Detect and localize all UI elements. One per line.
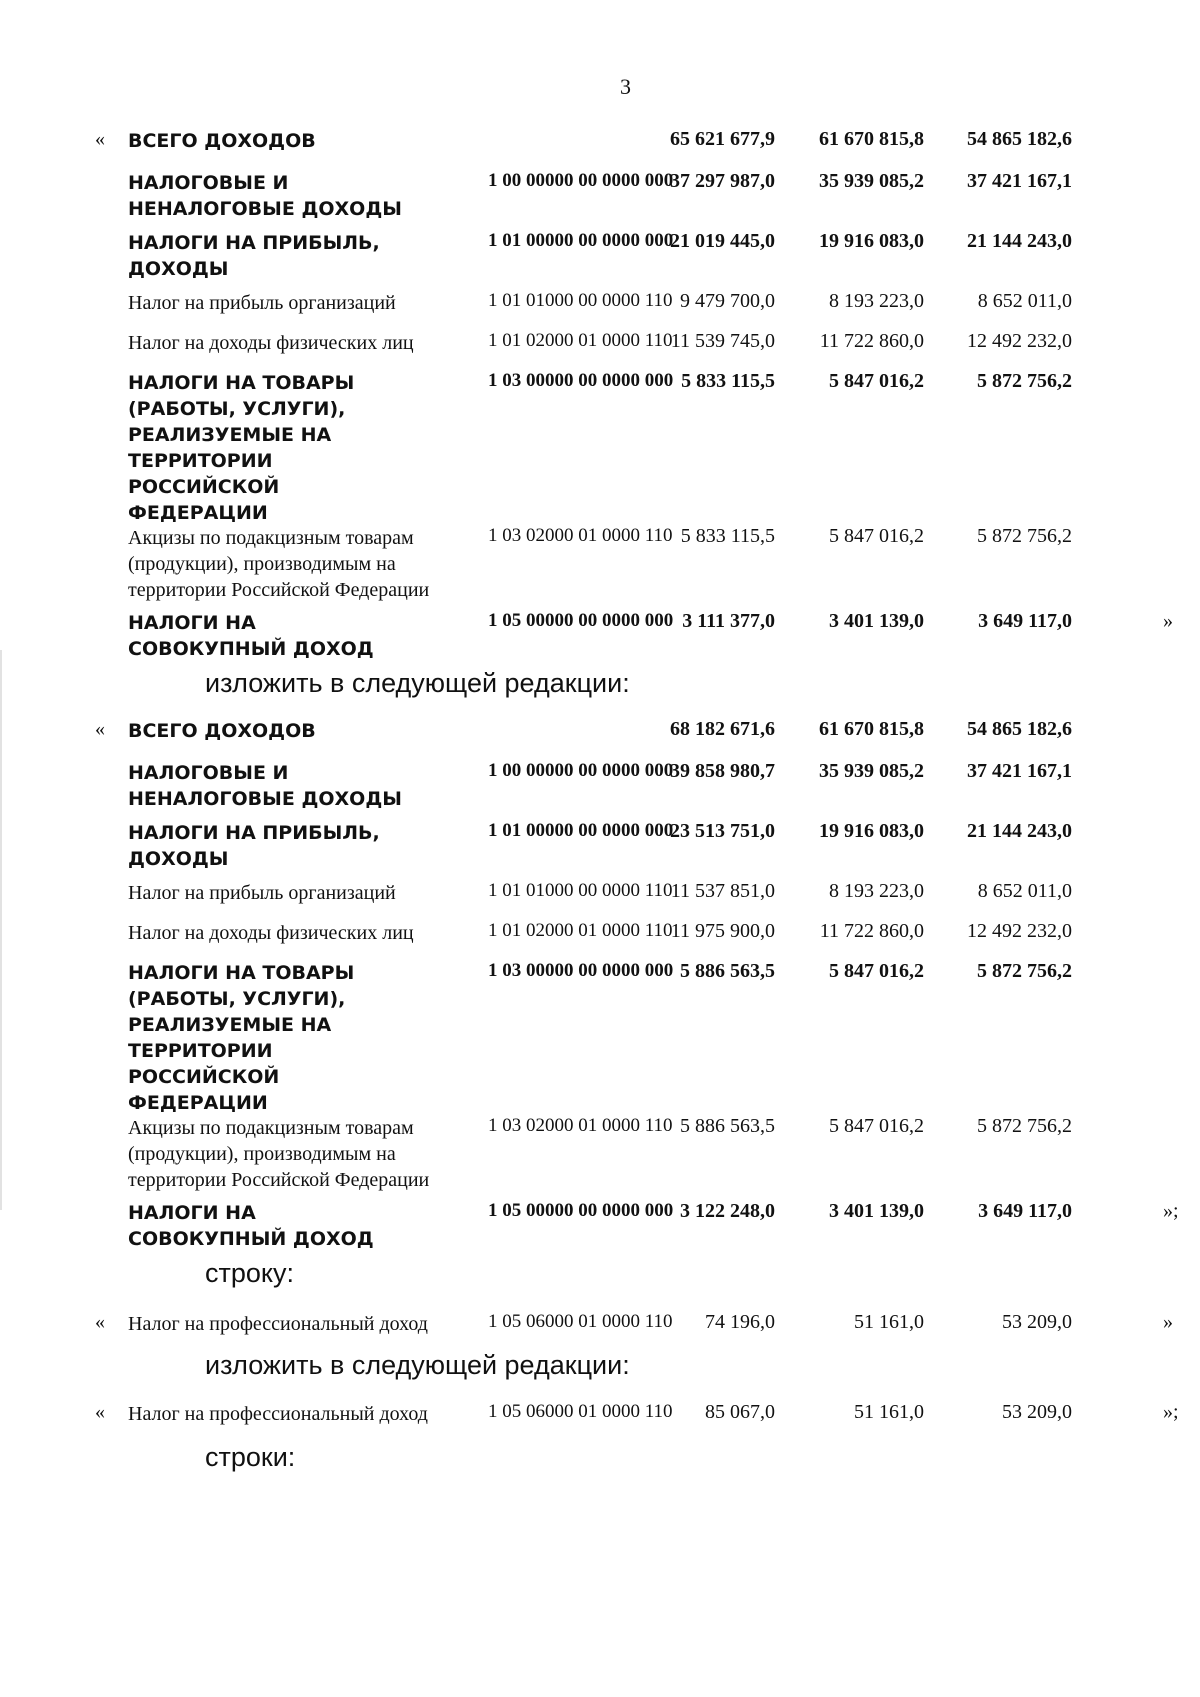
value-2: 5 847 016,2: [829, 960, 924, 982]
value-2: 5 847 016,2: [829, 525, 924, 547]
close-quote: »;: [1163, 1401, 1179, 1423]
value-3: 5 872 756,2: [977, 370, 1072, 392]
value-2: 19 916 083,0: [819, 820, 924, 842]
value-1: 3 111 377,0: [682, 610, 775, 632]
row-name: НАЛОГИ НА СОВОКУПНЫЙ ДОХОД: [128, 1202, 374, 1250]
value-3: 5 872 756,2: [977, 960, 1072, 982]
value-1: 5 886 563,5: [680, 1115, 775, 1137]
value-3: 8 652 011,0: [977, 880, 1072, 902]
value-3: 12 492 232,0: [967, 330, 1072, 352]
row-code: 1 05 06000 01 0000 110: [488, 1401, 673, 1422]
row-code: 1 05 00000 00 0000 000: [488, 1200, 674, 1221]
value-2: 51 161,0: [854, 1401, 924, 1423]
value-2: 35 939 085,2: [819, 170, 924, 192]
value-2: 8 193 223,0: [829, 290, 924, 312]
value-2: 61 670 815,8: [819, 718, 924, 740]
row-name: Акцизы по подакцизным товарам (продукции), производимым на территории Российской Федерации: [128, 1117, 430, 1191]
instruction-text: строки:: [205, 1442, 296, 1472]
value-3: 37 421 167,1: [967, 170, 1072, 192]
value-3: 21 144 243,0: [967, 230, 1072, 252]
row-name: НАЛОГОВЫЕ И НЕНАЛОГОВЫЕ ДОХОДЫ: [128, 172, 402, 220]
row-code: 1 01 02000 01 0000 110: [488, 920, 673, 941]
row-code: 1 03 02000 01 0000 110: [488, 525, 673, 546]
value-2: 5 847 016,2: [829, 370, 924, 392]
row-name: Налог на профессиональный доход: [128, 1403, 428, 1425]
row-code: 1 03 00000 00 0000 000: [488, 370, 674, 391]
row-code: 1 03 02000 01 0000 110: [488, 1115, 673, 1136]
value-1: 3 122 248,0: [680, 1200, 775, 1222]
row-name: НАЛОГИ НА СОВОКУПНЫЙ ДОХОД: [128, 612, 374, 660]
value-3: 54 865 182,6: [967, 718, 1072, 740]
value-2: 3 401 139,0: [829, 1200, 924, 1222]
value-1: 5 886 563,5: [680, 960, 775, 982]
value-1: 23 513 751,0: [670, 820, 775, 842]
value-3: 37 421 167,1: [967, 760, 1072, 782]
row-code: 1 01 00000 00 0000 000: [488, 230, 674, 251]
page-number: 3: [620, 74, 631, 99]
value-1: 21 019 445,0: [670, 230, 775, 252]
value-1: 85 067,0: [705, 1401, 775, 1423]
value-1: 68 182 671,6: [670, 718, 775, 740]
value-1: 65 621 677,9: [670, 128, 775, 150]
value-1: 5 833 115,5: [681, 370, 775, 392]
value-2: 35 939 085,2: [819, 760, 924, 782]
value-1: 5 833 115,5: [680, 525, 775, 547]
row-name: ВСЕГО ДОХОДОВ: [128, 130, 316, 152]
row-code: 1 01 00000 00 0000 000: [488, 820, 674, 841]
instruction-text: строку:: [205, 1258, 295, 1288]
close-quote: »: [1163, 610, 1173, 632]
value-1: 11 539 745,0: [670, 330, 775, 352]
row-name: Налог на прибыль организаций: [128, 882, 396, 904]
value-3: 12 492 232,0: [967, 920, 1072, 942]
row-name: НАЛОГИ НА ПРИБЫЛЬ, ДОХОДЫ: [128, 822, 380, 870]
instruction-text: изложить в следующей редакции:: [205, 668, 630, 698]
row-name: Налог на доходы физических лиц: [128, 922, 414, 944]
value-1: 39 858 980,7: [670, 760, 775, 782]
row-code: 1 01 01000 00 0000 110: [488, 880, 673, 901]
value-1: 11 975 900,0: [670, 920, 775, 942]
open-quote: «: [95, 1311, 105, 1333]
open-quote: «: [95, 128, 105, 150]
value-1: 9 479 700,0: [680, 290, 775, 312]
row-name: Налог на доходы физических лиц: [128, 332, 414, 354]
value-2: 19 916 083,0: [819, 230, 924, 252]
value-1: 74 196,0: [705, 1311, 775, 1333]
row-code: 1 00 00000 00 0000 000: [488, 170, 674, 191]
row-code: 1 05 00000 00 0000 000: [488, 610, 674, 631]
value-3: 3 649 117,0: [978, 610, 1072, 632]
row-name: НАЛОГОВЫЕ И НЕНАЛОГОВЫЕ ДОХОДЫ: [128, 762, 402, 810]
row-name: НАЛОГИ НА ТОВАРЫ (РАБОТЫ, УСЛУГИ), РЕАЛИЗУЕМЫЕ НА ТЕРРИТОРИИ РОССИЙСКОЙ ФЕДЕРАЦИИ: [128, 962, 355, 1114]
value-3: 8 652 011,0: [977, 290, 1072, 312]
value-2: 51 161,0: [854, 1311, 924, 1333]
row-code: 1 05 06000 01 0000 110: [488, 1311, 673, 1332]
value-3: 53 209,0: [1002, 1311, 1072, 1333]
scan-edge-mark: [0, 650, 2, 1210]
close-quote: »: [1163, 1311, 1173, 1333]
row-code: 1 00 00000 00 0000 000: [488, 760, 674, 781]
row-name: Налог на профессиональный доход: [128, 1313, 428, 1335]
value-3: 3 649 117,0: [978, 1200, 1072, 1222]
value-3: 5 872 756,2: [977, 525, 1072, 547]
open-quote: «: [95, 1401, 105, 1423]
value-2: 11 722 860,0: [819, 330, 924, 352]
row-code: 1 01 02000 01 0000 110: [488, 330, 673, 351]
value-3: 53 209,0: [1002, 1401, 1072, 1423]
row-name: Налог на прибыль организаций: [128, 292, 396, 314]
value-2: 61 670 815,8: [819, 128, 924, 150]
row-code: 1 03 00000 00 0000 000: [488, 960, 674, 981]
value-2: 5 847 016,2: [829, 1115, 924, 1137]
row-name: НАЛОГИ НА ПРИБЫЛЬ, ДОХОДЫ: [128, 232, 380, 280]
value-3: 5 872 756,2: [977, 1115, 1072, 1137]
instruction-text: изложить в следующей редакции:: [205, 1350, 630, 1380]
value-2: 11 722 860,0: [819, 920, 924, 942]
value-2: 3 401 139,0: [829, 610, 924, 632]
value-1: 11 537 851,0: [670, 880, 775, 902]
close-quote: »;: [1163, 1200, 1179, 1222]
row-name: Акцизы по подакцизным товарам (продукции), производимым на территории Российской Федерации: [128, 527, 430, 601]
value-3: 54 865 182,6: [967, 128, 1072, 150]
value-3: 21 144 243,0: [967, 820, 1072, 842]
value-1: 37 297 987,0: [670, 170, 775, 192]
value-2: 8 193 223,0: [829, 880, 924, 902]
open-quote: «: [95, 718, 105, 740]
row-name: ВСЕГО ДОХОДОВ: [128, 720, 316, 742]
row-name: НАЛОГИ НА ТОВАРЫ (РАБОТЫ, УСЛУГИ), РЕАЛИЗУЕМЫЕ НА ТЕРРИТОРИИ РОССИЙСКОЙ ФЕДЕРАЦИИ: [128, 372, 355, 524]
row-code: 1 01 01000 00 0000 110: [488, 290, 673, 311]
